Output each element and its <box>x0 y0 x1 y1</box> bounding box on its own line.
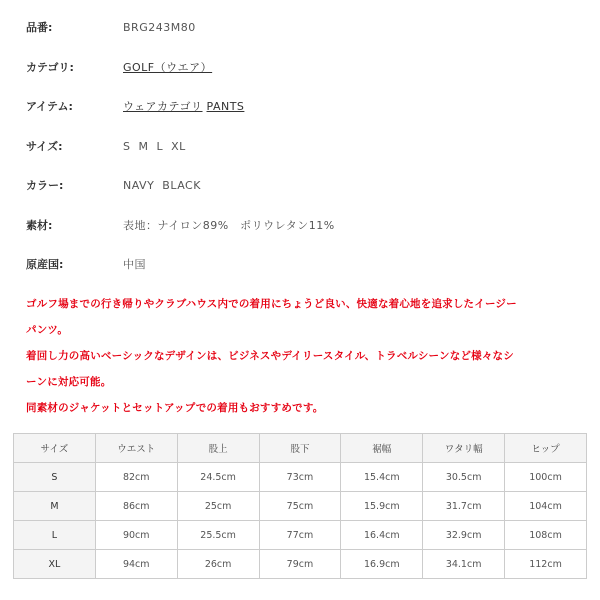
spec-row-category <box>26 58 586 98</box>
category-label: カテゴリ: <box>26 60 74 74</box>
size-cell: S <box>14 463 96 492</box>
table-row <box>14 492 587 521</box>
size-value: S M L XL <box>123 139 186 153</box>
table-cell: 94cm <box>95 550 177 579</box>
item-label: アイテム: <box>26 100 73 113</box>
table-cell: 16.4cm <box>341 521 423 550</box>
table-header-row <box>14 434 587 463</box>
table-row <box>14 521 587 550</box>
category-link-golf-wear[interactable]: GOLF（ウエア） <box>123 60 213 74</box>
table-cell: 104cm <box>505 492 587 521</box>
table-cell: 82cm <box>95 463 177 492</box>
material-value: 表地：ナイロン89% ポリウレタン11% <box>123 218 335 232</box>
table-cell: 86cm <box>95 492 177 521</box>
table-cell: 73cm <box>259 463 341 492</box>
description-line: ゴルフ場までの行き帰りやクラブハウス内での着用にちょうど良い、快適な着心地を追求したイージー <box>26 298 517 310</box>
product-description <box>26 291 586 421</box>
table-row <box>14 463 587 492</box>
header-rise: 股上 <box>177 434 259 463</box>
table-cell: 79cm <box>259 550 341 579</box>
item-link-pants[interactable]: PANTS <box>206 100 245 113</box>
size-label: サイズ: <box>26 139 63 153</box>
size-cell: XL <box>14 550 96 579</box>
description-line: パンツ。 <box>26 324 69 336</box>
table-row <box>14 550 587 579</box>
spec-row-item-code <box>26 18 586 58</box>
table-cell: 15.4cm <box>341 463 423 492</box>
header-thigh-width: ワタリ幅 <box>423 434 505 463</box>
table-cell: 25.5cm <box>177 521 259 550</box>
spec-row-origin <box>26 255 586 295</box>
table-cell: 30.5cm <box>423 463 505 492</box>
header-hem-width: 裾幅 <box>341 434 423 463</box>
table-cell: 32.9cm <box>423 521 505 550</box>
description-line: ーンに対応可能。 <box>26 376 112 388</box>
product-spec-list <box>26 18 586 295</box>
table-cell: 77cm <box>259 521 341 550</box>
description-line: 着回し力の高いベーシックなデザインは、ビジネスやデイリースタイル、トラベルシーンなど様々なシ <box>26 350 514 362</box>
table-cell: 15.9cm <box>341 492 423 521</box>
table-cell: 100cm <box>505 463 587 492</box>
spec-row-material <box>26 216 586 256</box>
color-label: カラー: <box>26 179 64 192</box>
table-cell: 31.7cm <box>423 492 505 521</box>
size-cell: L <box>14 521 96 550</box>
header-hip: ヒップ <box>505 434 587 463</box>
table-cell: 24.5cm <box>177 463 259 492</box>
table-cell: 34.1cm <box>423 550 505 579</box>
spec-row-item <box>26 97 586 137</box>
origin-label: 原産国: <box>26 258 64 271</box>
table-cell: 75cm <box>259 492 341 521</box>
table-cell: 16.9cm <box>341 550 423 579</box>
header-inseam: 股下 <box>259 434 341 463</box>
item-value <box>123 97 244 117</box>
size-chart-table <box>13 433 587 579</box>
description-line: 同素材のジャケットとセットアップでの着用もおすすめです。 <box>26 402 324 414</box>
item-code-label: 品番: <box>26 21 53 34</box>
origin-value: 中国 <box>123 258 146 271</box>
table-cell: 90cm <box>95 521 177 550</box>
table-cell: 26cm <box>177 550 259 579</box>
size-cell: M <box>14 492 96 521</box>
table-cell: 112cm <box>505 550 587 579</box>
color-value: NAVY BLACK <box>123 179 201 192</box>
item-code-value: BRG243M80 <box>123 21 196 34</box>
item-link-wear-category[interactable]: ウェアカテゴリ <box>123 100 203 113</box>
material-label: 素材: <box>26 218 53 232</box>
table-cell: 25cm <box>177 492 259 521</box>
category-value <box>123 58 212 78</box>
spec-row-color <box>26 176 586 216</box>
table-cell: 108cm <box>505 521 587 550</box>
header-size: サイズ <box>14 434 96 463</box>
header-waist: ウエスト <box>95 434 177 463</box>
spec-row-size <box>26 137 586 177</box>
